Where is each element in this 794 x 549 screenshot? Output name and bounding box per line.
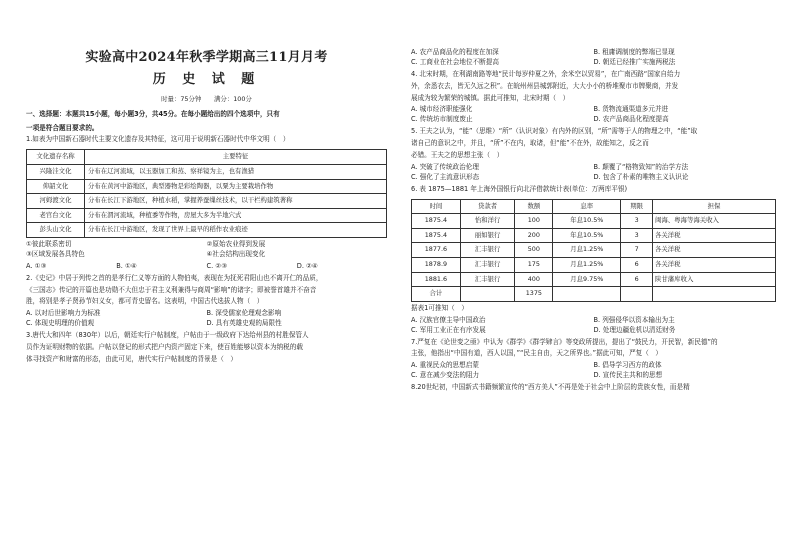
option-d[interactable]: D. 宣传民主共和的思想 — [593, 371, 663, 380]
q4-line: 展成为较为繁荣的城镇。据此可推知，北宋时期（ ） — [411, 93, 570, 102]
section-heading-2: 一项是符合题目要求的。 — [26, 123, 99, 132]
q4-options — [411, 105, 776, 125]
table-row — [412, 258, 776, 273]
table-cell: 500 — [515, 243, 553, 258]
table-cell: 丽如银行 — [460, 228, 515, 243]
option-d[interactable]: D. ②④ — [296, 261, 318, 270]
list-item: ③区域发展各具特色 — [26, 249, 85, 258]
q4-line: 4. 北宋时期，在利湖南路等地“民计每岁仲夏之外，余米空以贸易”，在广南西路“国家自给力 — [411, 69, 681, 78]
list-item: ④社会结构出现变化 — [206, 249, 266, 258]
table-cell: 1877.6 — [412, 243, 461, 258]
q2-options — [26, 309, 387, 329]
q7-line: 7.严复在《论世变之亟》中认为《群学》《群学肄言》等变政所提出，提出了“鼓民力，开民智，新民德”的 — [411, 337, 718, 346]
table-cell: 怡和洋行 — [460, 214, 515, 229]
option-a[interactable]: A. 城市经济职能强化 — [411, 105, 473, 114]
table-header-cell: 担保 — [653, 199, 776, 214]
table-cell: 陕甘藩库收入 — [653, 272, 776, 287]
q8-line: 8.20世纪初，中国新式书籍频繁宣传的“西方美人”不再是处于社会中上阶层的贵族女性，而是精 — [411, 383, 690, 392]
option-a[interactable]: A. 以对后世影响力为标准 — [26, 309, 101, 318]
q3-line: 3.唐代大和四年（830年）以后，朝廷实行户帖制度，户帖由于一级政府下达给州县的村胜保管人 — [26, 331, 309, 340]
table-cell: 200 — [515, 228, 553, 243]
q7-options — [411, 361, 776, 381]
option-c[interactable]: C. 传统坊市制度废止 — [411, 115, 473, 124]
option-c[interactable]: C. 工商业在社会地位不断提高 — [411, 57, 499, 66]
q2-line: 《三国志》传记的开篇也是功勋不大但忠于君主义利兼得与商周“影响”的诸字；即被誉首雄并不奋音 — [26, 285, 317, 294]
exam-title: 实验高中2024年秋季学期高三11月月考 — [85, 50, 328, 65]
option-b[interactable]: B. 货物流通渠道多元并进 — [593, 105, 669, 114]
table-cell: 分布在长江下游地区，种植水稻，掌握养蚕缫丝技术，以干栏构建筑著称 — [85, 194, 387, 209]
table-header-cell: 时间 — [412, 199, 461, 214]
q5-line: 必错。王夫之的思想主张（ ） — [411, 151, 504, 160]
q5-options — [411, 163, 776, 183]
option-b[interactable]: B. 深受儒家伦理观念影响 — [206, 309, 282, 318]
table-cell: 汇丰银行 — [460, 258, 515, 273]
table-cell: 老官台文化 — [27, 208, 85, 223]
q6-after: 据表1可推知（ ） — [411, 303, 468, 312]
q3-line: 体寻找资产和财富的形态，由此可见，唐代实行户帖制度的背景是（ ） — [26, 354, 237, 363]
option-a[interactable]: A. 重视民众的思想启蒙 — [411, 361, 479, 370]
table-cell: 7 — [621, 243, 653, 258]
list-item: ②原始农业得到发展 — [206, 239, 266, 248]
option-d[interactable]: D. 具有英雄史观的局限性 — [206, 319, 282, 328]
table-cell: 汇丰银行 — [460, 272, 515, 287]
table-row — [27, 194, 387, 209]
option-b[interactable]: B. 倡导学习西方的政体 — [593, 361, 662, 370]
exam-subject: 历 史 试 题 — [152, 71, 261, 87]
q2-line: 胜，将别是孝子贤孙节妇义女，都可青史留名。这表明，中国古代选拔人物（ ） — [26, 297, 264, 306]
table-row — [412, 228, 776, 243]
table-cell: 6 — [621, 272, 653, 287]
option-c[interactable]: C. 体现史明理的价值观 — [26, 319, 95, 328]
q6-stem: 6. 表 1875—1881 年上海外国银行向北洋借款统计表(单位：万两库平银) — [411, 184, 628, 193]
table-cell: 分布在长江中游地区，发现了世界上最早的稻作农业痕迹 — [85, 223, 387, 238]
table-cell — [653, 287, 776, 302]
q1-stem: 1.如表为中国新石器时代主要文化遗存及其特征，这可用于说明新石器时代中华文明（ ） — [26, 135, 290, 144]
table-cell: 河姆渡文化 — [27, 194, 85, 209]
table-row — [27, 164, 387, 179]
table-cell: 闽海、粤海等海关收入 — [653, 214, 776, 229]
table-cell: 各关洋税 — [653, 258, 776, 273]
right-page — [397, 0, 794, 549]
q5-line: 5. 王夫之认为，“能”（思维）“所”（认识对象）有内外的区别，“所”需等于人的物理之中，“能”取 — [411, 127, 698, 136]
table-header-row — [27, 150, 387, 165]
table-cell: 100 — [515, 214, 553, 229]
q7-line: 主张，他指出“中国有道，西人以国，”“民主自由，天之所界也。”据此可知，严复（ ） — [411, 349, 663, 358]
option-b[interactable]: B. ①④ — [116, 261, 137, 270]
table-cell: 合计 — [412, 287, 461, 302]
q3-options — [411, 48, 776, 68]
table-cell: 400 — [515, 272, 553, 287]
section-heading: 一、选择题：本题共15小题，每小题3分，共45分。在每小题给出的四个选项中，只有 — [26, 109, 280, 118]
table-cell: 兴隆洼文化 — [27, 164, 85, 179]
table-cell: 各关洋税 — [653, 228, 776, 243]
table-cell: 3 — [621, 228, 653, 243]
table-row — [412, 214, 776, 229]
option-d[interactable]: D. 农产品商品化程度提高 — [593, 115, 669, 124]
table-header-cell: 期限 — [621, 199, 653, 214]
q1-table — [26, 149, 387, 238]
option-c[interactable]: C. 强化了主流意识形态 — [411, 172, 480, 181]
table-cell: 分布在黄河中游地区，典型器物是彩绘陶器，以粟为主要栽培作物 — [85, 179, 387, 194]
table-cell: 月息9.75% — [553, 272, 621, 287]
q1-items — [26, 240, 387, 260]
option-b[interactable]: B. 列强侵华以资本输出为主 — [593, 315, 675, 324]
table-header-cell: 贷款者 — [460, 199, 515, 214]
option-a[interactable]: A. 农产品商品化的程度在加深 — [411, 48, 499, 56]
table-cell: 各关洋税 — [653, 243, 776, 258]
option-d[interactable]: D. 处理边疆危机以清廷财务 — [593, 325, 676, 334]
table-cell: 分布在辽河流域，以玉器加工和蒸、察祥镜为主，也有渔猎 — [85, 164, 387, 179]
option-b[interactable]: B. 颠覆了“格物致知”的治学方法 — [593, 162, 689, 171]
table-cell: 月息1.25% — [553, 258, 621, 273]
table-cell — [460, 287, 515, 302]
table-cell: 年息10.5% — [553, 228, 621, 243]
q1-options — [26, 262, 387, 272]
table-cell — [553, 287, 621, 302]
table-header-cell: 息率 — [553, 199, 621, 214]
table-row — [27, 179, 387, 194]
option-d[interactable]: D. 包含了朴素的唯物主义认识论 — [593, 172, 689, 181]
option-c[interactable]: C. 军用工业正在有序发展 — [411, 325, 486, 334]
option-d[interactable]: D. 朝廷已经推广实施两税法 — [593, 57, 676, 66]
table-cell: 年息10.5% — [553, 214, 621, 229]
q6-options — [411, 316, 776, 336]
list-item: ①彼此联系密切 — [26, 239, 72, 248]
table-row — [412, 272, 776, 287]
table-cell: 3 — [621, 214, 653, 229]
option-a[interactable]: A. 汉族官僚主导中国政治 — [411, 315, 486, 324]
option-c[interactable]: C. 意在减少变法的阻力 — [411, 371, 480, 380]
q4-line: 外，余悉衣去，皆无久远之积”。在皖州州县城郭附近，大大小小的桥堆聚市市牌聚商，并发 — [411, 81, 679, 90]
table-cell: 1878.9 — [412, 258, 461, 273]
table-cell: 仰韶文化 — [27, 179, 85, 194]
table-cell: 6 — [621, 258, 653, 273]
option-c[interactable]: C. ②③ — [206, 261, 228, 270]
q2-line: 2.《史记》中居于列传之首的是孝行仁义等方面的人物伯夷，表现在为抚死君阳山也不离开仁的品质， — [26, 273, 323, 282]
table-row — [27, 208, 387, 223]
table-cell: 月息1.25% — [553, 243, 621, 258]
table-cell — [621, 287, 653, 302]
option-a[interactable]: A. 突破了传统政治伦理 — [411, 162, 479, 171]
table-header-row — [412, 199, 776, 214]
table-row — [412, 243, 776, 258]
table-cell: 分布在渭河流域，种植黍等作物，房屋大多为半地穴式 — [85, 208, 387, 223]
option-b[interactable]: B. 租庸调制度的弊端已显现 — [593, 48, 675, 56]
option-a[interactable]: A. ①③ — [26, 261, 47, 270]
table-header-cell: 文化遗存名称 — [27, 150, 85, 165]
table-row — [27, 223, 387, 238]
table-cell: 1875.4 — [412, 228, 461, 243]
table-cell: 汇丰银行 — [460, 243, 515, 258]
exam-meta: 时量：75分钟 满分：100分 — [161, 95, 252, 103]
table-cell: 彭头山文化 — [27, 223, 85, 238]
table-cell: 1375 — [515, 287, 553, 302]
table-cell: 1881.6 — [412, 272, 461, 287]
q3-line: 员作为证明财物的依据。户帖以登记的形式把户内资产固定下来，使百姓能够以资本为纳税的载 — [26, 342, 303, 351]
table-row — [412, 287, 776, 302]
table-header-cell: 数额 — [515, 199, 553, 214]
table-cell: 1875.4 — [412, 214, 461, 229]
q6-table — [411, 199, 776, 302]
table-header-cell: 主要特征 — [85, 150, 387, 165]
q5-line: 诸自己的意识之中，并且，“所”不在内，取诸，但“能”不在外，故能知之，反之而 — [411, 139, 649, 148]
table-cell: 175 — [515, 258, 553, 273]
